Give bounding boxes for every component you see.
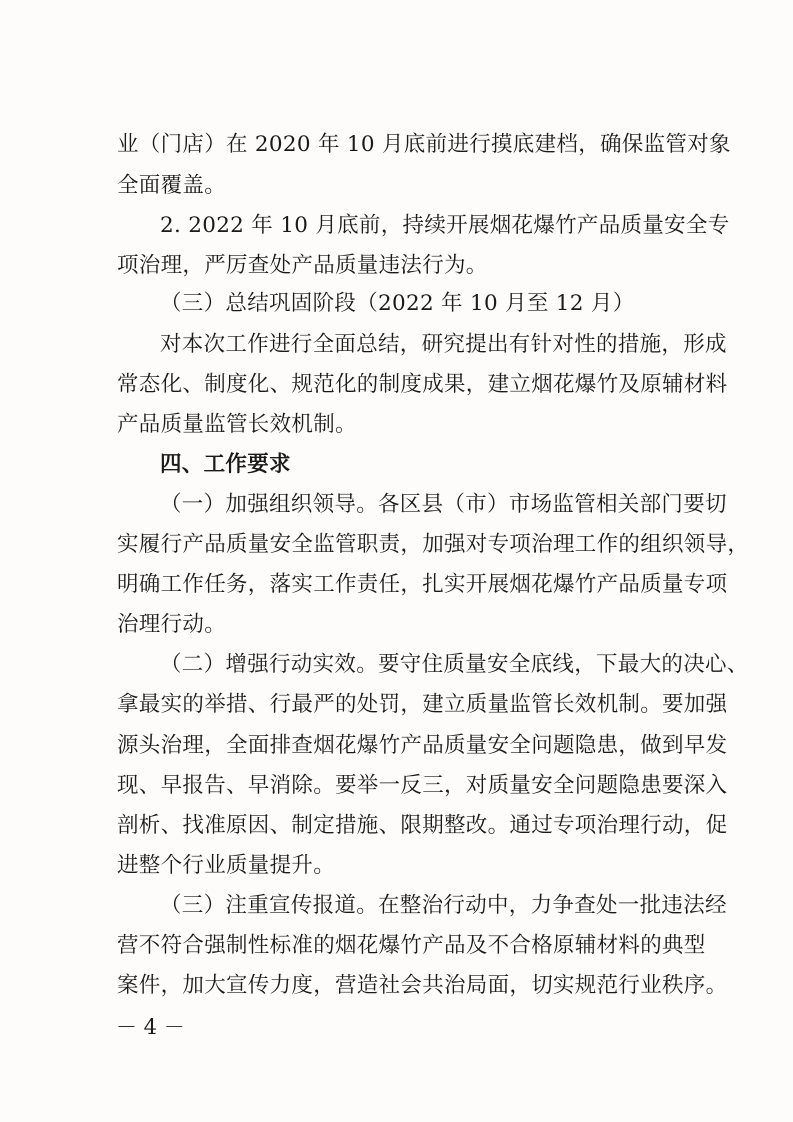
text-line-10: （一）加强组织领导。各区县（市）市场监管相关部门要切	[160, 492, 727, 517]
section-heading-4: 四、工作要求	[160, 452, 291, 477]
text-line-2: 全面覆盖。	[117, 173, 227, 198]
text-line-16: 源头治理，全面排查烟花爆竹产品质量安全问题隐患，做到早发	[117, 733, 728, 758]
text-line-11: 实履行产品质量安全监管职责，加强对专项治理工作的组织领导，	[117, 532, 750, 557]
text-line-4: 项治理，严厉查处产品质量违法行为。	[117, 253, 488, 278]
text-line-19: 进整个行业质量提升。	[117, 853, 336, 878]
text-line-14: （二）增强行动实效。要守住质量安全底线，下最大的决心、	[160, 652, 749, 677]
text-line-18: 剖析、找准原因、制定措施、限期整改。通过专项治理行动，促	[117, 813, 728, 838]
text-line-3: 2. 2022 年 10 月底前，持续开展烟花爆竹产品质量安全专	[160, 213, 730, 238]
text-line-12: 明确工作任务，落实工作责任，扎实开展烟花爆竹产品质量专项	[117, 572, 728, 597]
page-number: － 4 －	[116, 1015, 185, 1039]
text-line-8: 产品质量监管长效机制。	[117, 412, 357, 437]
text-line-15: 拿最实的举措、行最严的处罚，建立质量监管长效机制。要加强	[117, 692, 728, 717]
text-line-1: 业（门店）在 2020 年 10 月底前进行摸底建档，确保监管对象	[117, 132, 731, 157]
text-line-22: 案件，加大宣传力度，营造社会共治局面，切实规范行业秩序。	[117, 973, 728, 998]
text-line-13: 治理行动。	[117, 612, 227, 637]
text-line-7: 常态化、制度化、规范化的制度成果，建立烟花爆竹及原辅材料	[117, 372, 728, 397]
text-line-17: 现、早报告、早消除。要举一反三，对质量安全问题隐患要深入	[117, 773, 728, 798]
text-line-6: 对本次工作进行全面总结，研究提出有针对性的措施，形成	[160, 332, 727, 357]
section-heading-3: （三）总结巩固阶段（2022 年 10 月至 12 月）	[160, 291, 635, 316]
text-line-20: （三）注重宣传报道。在整治行动中，力争查处一批违法经	[160, 893, 727, 918]
text-line-21: 营不符合强制性标准的烟花爆竹产品及不合格原辅材料的典型	[117, 933, 706, 958]
